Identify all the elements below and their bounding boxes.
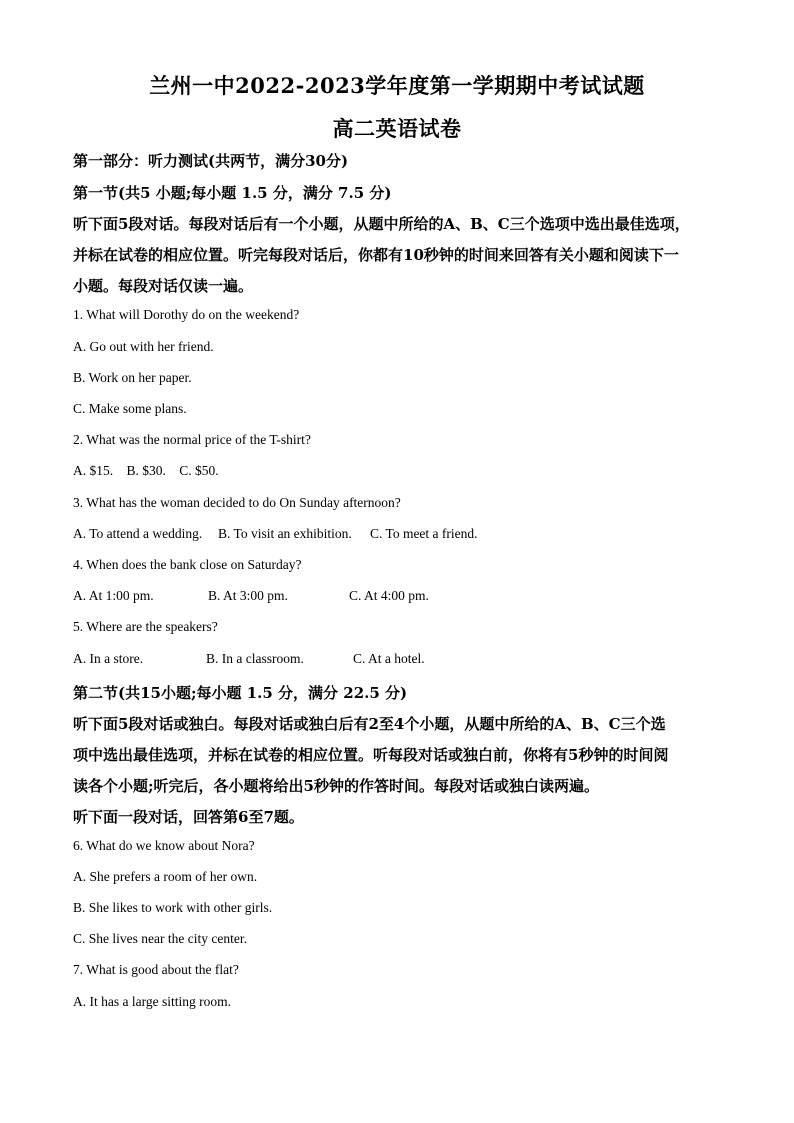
- section1-instruction-line-3: 小题。每段对话仅读一遍。: [73, 277, 254, 295]
- question-6-option-c: C. She lives near the city center.: [73, 931, 247, 946]
- question-5: 5. Where are the speakers?: [73, 619, 218, 634]
- question-4-option-b: B. At 3:00 pm.: [208, 588, 288, 603]
- question-2-option-b: B. $30.: [126, 463, 166, 478]
- question-3-option-a: A. To attend a wedding.: [73, 526, 203, 541]
- exam-title: 兰州一中2022-2023学年度第一学期期中考试试题: [149, 73, 645, 98]
- section1-instruction-line-1: 听下面5段对话。每段对话后有一个小题，从题中所给的A、B、C三个选项中选出最佳选项，: [73, 215, 690, 233]
- question-4-option-a: A. At 1:00 pm.: [73, 588, 154, 603]
- question-3-option-c: C. To meet a friend.: [370, 526, 478, 541]
- question-2-options: [73, 463, 219, 479]
- question-5-option-c: C. At a hotel.: [353, 651, 425, 666]
- part1-heading: 第一部分：听力测试(共两节，满分30分): [73, 152, 349, 170]
- exam-subtitle: 高二英语试卷: [332, 116, 462, 141]
- question-3-option-b: B. To visit an exhibition.: [218, 526, 352, 541]
- question-6-option-a: A. She prefers a room of her own.: [73, 869, 258, 884]
- question-5-option-a: A. In a store.: [73, 651, 144, 666]
- section2-instruction-line-2: 项中选出最佳选项，并标在试卷的相应位置。听每段对话或独白前，你将有5秒钟的时间阅: [73, 746, 669, 764]
- question-7-option-a: A. It has a large sitting room.: [73, 994, 231, 1009]
- dialogue-instruction: 听下面一段对话，回答第6至7题。: [73, 808, 304, 826]
- question-2-option-c: C. $50.: [179, 463, 219, 478]
- section2-instruction-line-3: 读各个小题;听完后，各小题将给出5秒钟的作答时间。每段对话或独白读两遍。: [73, 777, 599, 795]
- question-3: 3. What has the woman decided to do On Sunday afternoon?: [73, 495, 401, 510]
- question-7: 7. What is good about the flat?: [73, 962, 239, 977]
- question-1-option-c: C. Make some plans.: [73, 401, 187, 416]
- question-1-option-a: A. Go out with her friend.: [73, 339, 214, 354]
- question-4: 4. When does the bank close on Saturday?: [73, 557, 302, 572]
- section1-heading: 第一节(共5 小题;每小题 1.5 分，满分 7.5 分): [73, 184, 392, 202]
- question-6-option-b: B. She likes to work with other girls.: [73, 900, 273, 915]
- section2-instruction-line-1: 听下面5段对话或独白。每段对话或独白后有2至4个小题，从题中所给的A、B、C三个选: [73, 715, 666, 733]
- question-5-option-b: B. In a classroom.: [206, 651, 304, 666]
- question-1: 1. What will Dorothy do on the weekend?: [73, 307, 300, 322]
- question-4-option-c: C. At 4:00 pm.: [349, 588, 429, 603]
- question-2: 2. What was the normal price of the T-shirt?: [73, 432, 311, 447]
- question-6: 6. What do we know about Nora?: [73, 838, 255, 853]
- section1-instruction-line-2: 并标在试卷的相应位置。听完每段对话后，你都有10秒钟的时间来回答有关小题和阅读下一: [73, 246, 679, 264]
- question-2-option-a: A. $15.: [73, 463, 114, 478]
- section2-heading: 第二节(共15小题;每小题 1.5 分，满分 22.5 分): [73, 684, 408, 702]
- question-1-option-b: B. Work on her paper.: [73, 370, 192, 385]
